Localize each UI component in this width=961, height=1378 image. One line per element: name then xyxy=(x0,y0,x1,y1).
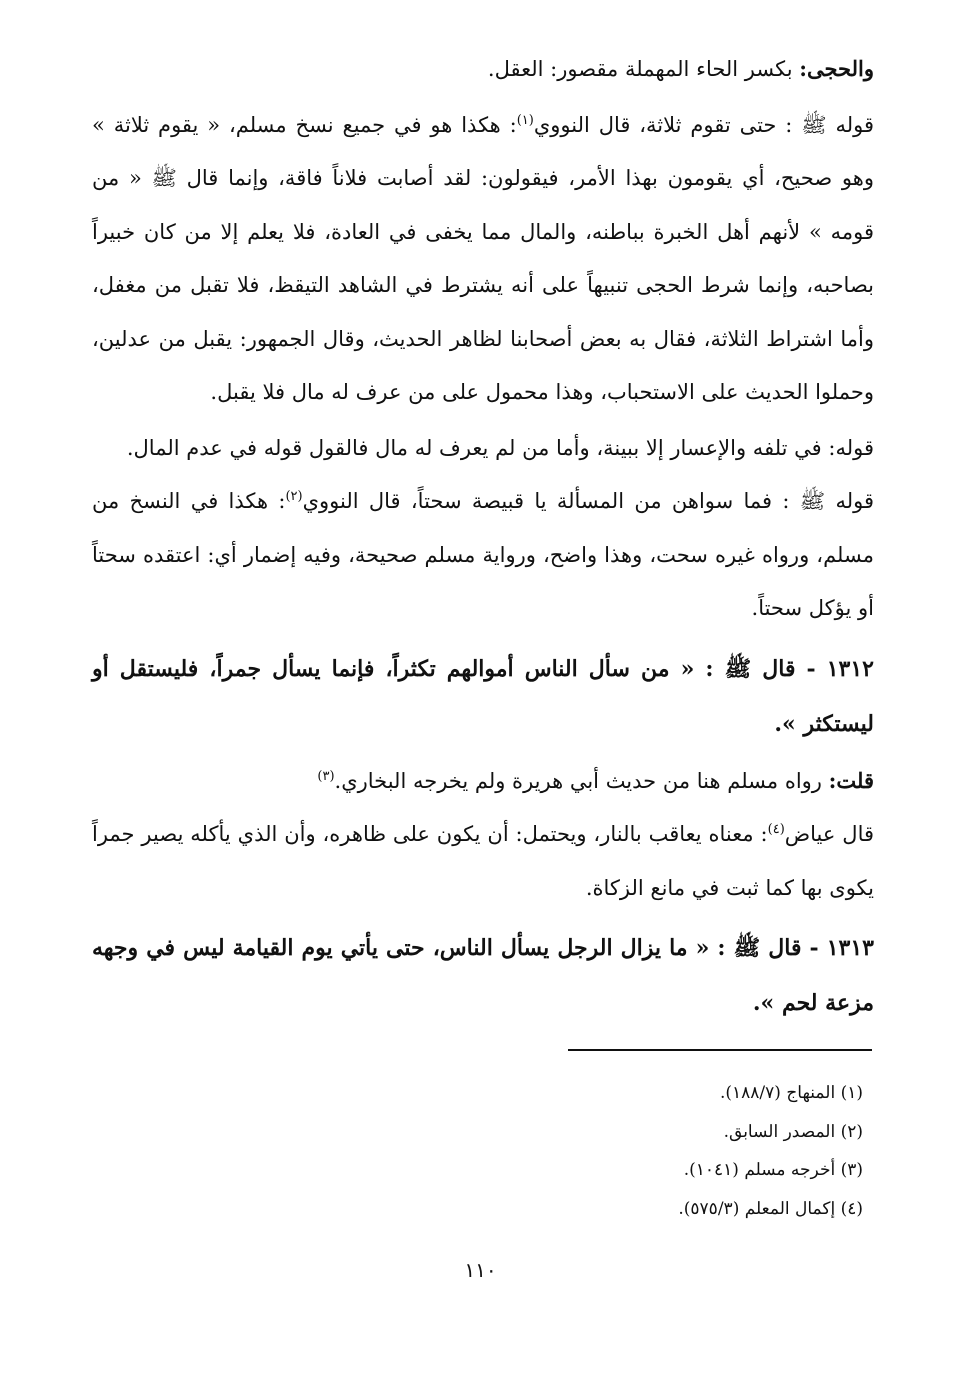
definition-paragraph xyxy=(92,42,874,97)
footnote-4: (٤) إكمال المعلم (٥٧٥/٣). xyxy=(678,1198,863,1219)
commentary-text: : هكذا هو في جميع نسخ مسلم، « يقوم ثلاثة » وهو صحيح، أي يقومون بهذا الأمر، فيقولون: لقد أصابت فلاناً فاقة، وإنما قال ﷺ « من قومه » لأنهم أهل الخبرة بباطنه، والمال مما يخفى في العادة، فلا يعلم إلا من كان خبيراً بصاحبه، وإنما شرط الحجى تنبيهاً على أنه يشترط في الشاهد التيقظ، فلا تقبل من مغفل، وأما اشتراط الثلاثة، فقال به بعض أصحابنا لظاهر الحديث، وقال الجمهور: يقبل من عدلين، وحملوا الحديث على الاستحباب، وهذا محمول على من عرف له مال فلا يقبل. xyxy=(92,112,874,404)
commentary-text: : معناه يعاقب بالنار، ويحتمل: أن يكون على ظاهره، وأن الذي يأكله يصير جمراً يكوى بها كما ثبت في مانع الزكاة. xyxy=(92,822,874,900)
hadith-1313: ١٣١٣ - قال ﷺ : « ما يزال الرجل يسأل الناس، حتى يأتي يوم القيامة ليس في وجهه مزعة لحم ». xyxy=(92,935,874,1016)
footnote-ref-2[interactable]: (٢) xyxy=(285,489,303,504)
footnote-ref-4[interactable]: (٤) xyxy=(767,822,785,837)
footnote-2: (٢) المصدر السابق. xyxy=(723,1121,863,1142)
qultu-term: قلت: xyxy=(828,767,874,793)
commentary-text: قوله ﷺ : فما سواهن من المسألة يا قبيصة سحتاً، قال النووي xyxy=(302,489,874,513)
commentary-paragraph-2 xyxy=(92,422,874,476)
commentary-paragraph-5 xyxy=(92,808,874,915)
hadith-1312: ١٣١٢ - قال ﷺ : « من سأل الناس أموالهم تكثراً، فإنما يسأل جمراً، فليستقل أو ليستكثر ». xyxy=(92,655,874,737)
footnotes xyxy=(443,1074,863,1228)
commentary-paragraph-1 xyxy=(92,99,874,420)
defined-term: والحجى: xyxy=(799,56,874,81)
commentary-text: : هكذا في النسخ من مسلم، ورواه غيره سحت، وهذا واضح، ورواية مسلم صحيحة، وفيه إضمار أي: اعتقده سحتاً أو يؤكل سحتاً. xyxy=(92,489,874,620)
commentary-text: قوله: في تلفه والإعسار إلا ببينة، وأما من لم يعرف له مال فالقول قوله في عدم المال. xyxy=(126,435,874,460)
page-body xyxy=(92,42,874,1031)
commentary-paragraph-4 xyxy=(92,754,874,809)
footnote-ref-1[interactable]: (١) xyxy=(516,112,534,128)
footnote-1: (١) المنهاج (١٨٨/٧). xyxy=(719,1083,863,1103)
commentary-text: قوله ﷺ : حتى تقوم ثلاثة، قال النووي xyxy=(533,112,874,137)
footnote-ref-3[interactable]: (٣) xyxy=(317,768,335,784)
commentary-text: رواه مسلم هنا من حديث أبي هريرة ولم يخرجه البخاري. xyxy=(334,768,829,793)
page-number: ١١٠ xyxy=(464,1258,497,1282)
commentary-paragraph-3 xyxy=(92,475,874,636)
definition-text: بكسر الحاء المهملة مقصور: العقل. xyxy=(487,57,800,81)
footnote-3: (٣) أخرجه مسلم (١٠٤١). xyxy=(683,1160,863,1180)
footnote-separator xyxy=(568,1049,872,1051)
commentary-text: قال عياض xyxy=(784,822,875,846)
